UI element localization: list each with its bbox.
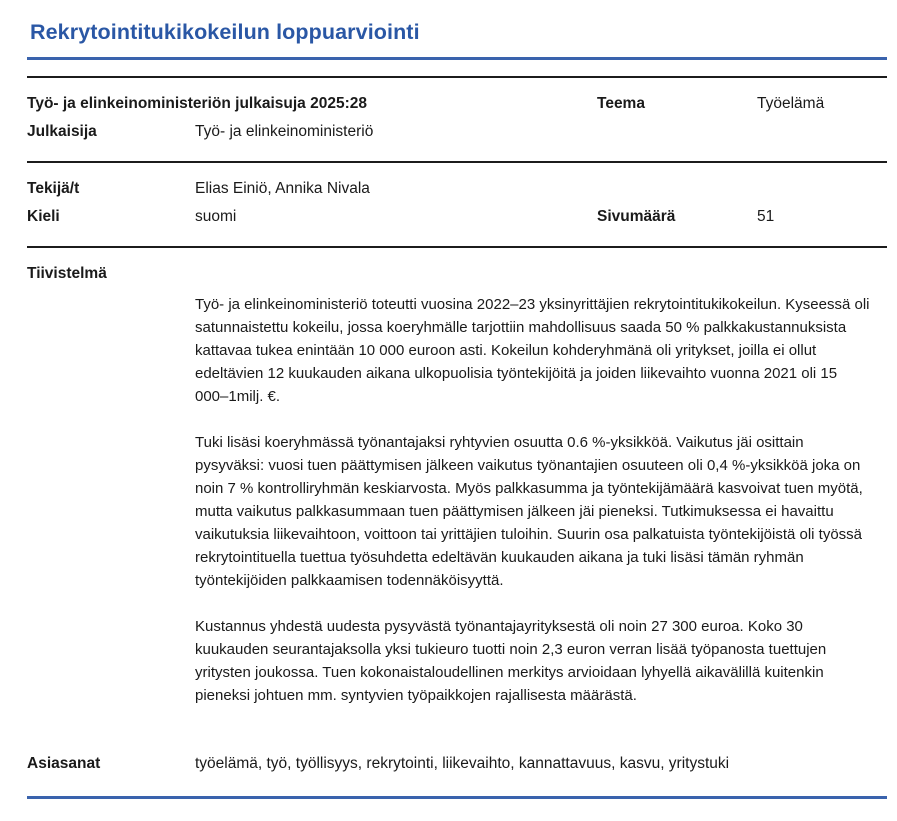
abstract-label: Tiivistelmä: [27, 265, 107, 282]
abstract-body: [195, 293, 871, 707]
publisher-label: Julkaisija: [27, 123, 97, 140]
keywords-section: [27, 730, 887, 796]
page-count-value: 51: [757, 208, 775, 225]
abstract-section: [27, 248, 887, 707]
authors-label: Tekijä/t: [27, 180, 80, 197]
abstract-paragraph-3: Kustannus yhdestä uudesta pysyvästä työnantajayrityksestä oli noin 27 300 euroa. Koko 30 kuukauden seurantajaksolla yksi tukieuro tuotti noin 2,3 euron verran lisää työpanosta tuettujen yritysten joukossa. Tuen kokonaistaloudellinen merkitys arvioidaan lyhyellä aikavälillä kuitenkin pieneksi johtuen mm. syntyvien työpaikkojen rajallisesta määrästä.: [195, 618, 827, 704]
author-language-section: [27, 163, 887, 246]
publication-meta-section: [27, 78, 887, 161]
page-count-label: Sivumäärä: [597, 208, 676, 225]
title-divider-blue: [27, 57, 887, 60]
series-title: Työ- ja elinkeinoministeriön julkaisuja 2025:28: [27, 95, 367, 112]
language-value: suomi: [195, 208, 237, 225]
keywords-label: Asiasanat: [27, 755, 101, 772]
authors-value: Elias Einiö, Annika Nivala: [195, 180, 370, 197]
theme-value: Työelämä: [757, 95, 825, 112]
publisher-value: Työ- ja elinkeinoministeriö: [195, 123, 374, 140]
theme-label: Teema: [597, 95, 645, 112]
abstract-paragraph-1: Työ- ja elinkeinoministeriö toteutti vuosina 2022–23 yksinyrittäjien rekrytointitukikokeilun. Kyseessä oli satunnaistettu kokeilu, jossa koeryhmälle tarjottiin mahdollisuus saada 50 % palkkakustannuksista kattavaa tukea enintään 10 000 euroon asti. Kokeilun kohderyhmänä oli yritykset, joilla ei ollut edeltävien 12 kuukauden aikana ulkopuolisia työntekijöitä ja joiden liikevaihto vuonna 2021 oli 15 000–1milj. €.: [195, 296, 870, 405]
abstract-paragraph-2: Tuki lisäsi koeryhmässä työnantajaksi ryhtyvien osuutta 0.6 %-yksikköä. Vaikutus jäi osittain pysyväksi: vuosi tuen päättymisen jälkeen vaikutus työnantajien osuuteen oli 0,4 %-yksikköä joka on noin 7 % kontrolliryhmän keskiarvosta. Myös palkkasumma ja työntekijämäärä kasvoivat tuen myötä, mutta vaikutus palkkasummaan tuen päättymisen jälkeen jäi pieneksi. Tutkimuksessa ei havaittu vaikutuksia liikevaihtoon, voittoon tai yrittäjien tuloihin. Suurin osa palkatuista työntekijöistä oli työssä rekrytointituella tuettua työsuhdetta edeltävän kuukauden aikana ja tuki lisäsi tämän ryhmän työntekijöiden palkkaamisen todennäköisyyttä.: [195, 434, 863, 589]
page-title: Rekrytointitukikokeilun loppuarviointi: [30, 20, 420, 44]
language-label: Kieli: [27, 208, 60, 225]
footer-divider-blue: [27, 796, 887, 799]
keywords-value: työelämä, työ, työllisyys, rekrytointi, liikevaihto, kannattavuus, kasvu, yritystuki: [195, 755, 730, 772]
